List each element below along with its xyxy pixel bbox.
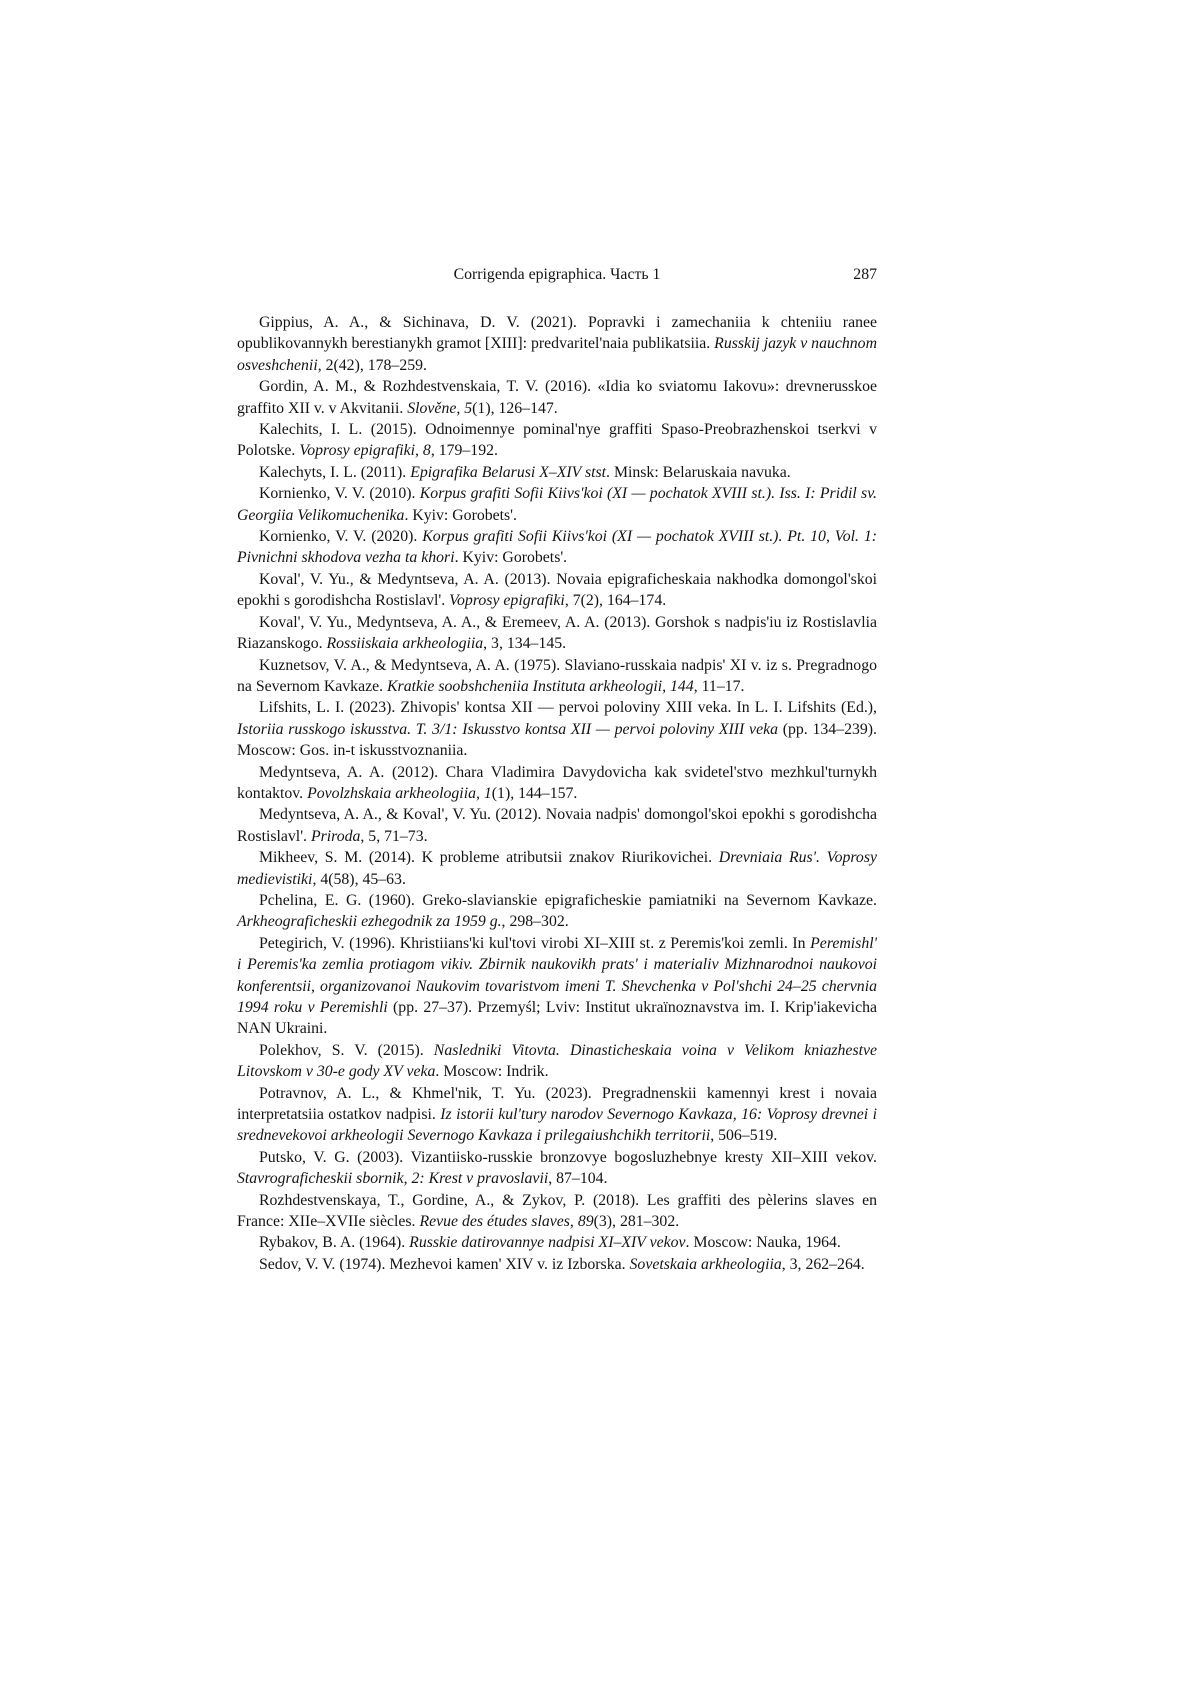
reference-text: Kuznetsov, V. A., & Medyntseva, A. A. (1975). Slaviano-russkaia nadpis' XI v. iz s. Pregradnogo na Severnom Kavkaze. [237, 656, 877, 695]
reference-item [237, 1254, 877, 1275]
reference-title-italic: Povolzhskaia arkheologiia, 1 [307, 784, 492, 802]
reference-text: , 4(58), 45–63. [312, 870, 406, 888]
reference-text: , 506–519. [710, 1127, 778, 1145]
reference-item [237, 1147, 877, 1190]
reference-text: , 5, 71–73. [360, 827, 428, 845]
reference-title-italic: Slověne, 5 [407, 399, 473, 417]
reference-text: Gippius, A. A., & Sichinava, D. V. (2021). Popravki i zamechaniia k chteniiu ranee opublikovannykh berestianykh gramot [XIII]: predvaritel'naia publikatsiia. [237, 314, 877, 353]
reference-item [237, 419, 877, 462]
reference-text: Potravnov, A. L., & Khmel'nik, T. Yu. (2023). Pregradnenskii kamennyi krest i novaia interpretatsiia ostatkov nadpisi. [237, 1084, 877, 1124]
reference-item [237, 376, 877, 419]
reference-text: , 298–302. [501, 913, 569, 931]
reference-title-italic: Iz istorii kul'tury narodov Severnogo Kavkaza, 16: Voprosy drevnei i srednevekovoi arkheologii Severnogo Kavkaza i prilegaiushchikh territorii [237, 1106, 877, 1145]
reference-text: . Moscow: Indrik. [435, 1063, 549, 1081]
reference-item [237, 569, 877, 612]
page-header [237, 264, 877, 285]
reference-item [237, 655, 877, 698]
reference-text: Koval', V. Yu., & Medyntseva, A. A. (2013). Novaia epigraficheskaia nakhodka domongol'skoi epokhi s gorodishcha Rostislavl'. [237, 570, 877, 610]
reference-item [237, 890, 877, 933]
reference-text: Polekhov, S. V. (2015). [259, 1041, 434, 1059]
text-column [237, 264, 877, 1275]
reference-text: , 3, 134–145. [483, 635, 567, 653]
reference-text: Mikheev, S. M. (2014). K probleme atributsii znakov Riurikovichei. [259, 849, 719, 867]
reference-item [237, 312, 877, 376]
reference-text: , 179–192. [430, 442, 498, 460]
reference-title-italic: Russkie datirovannye nadpisi XI–XIV vekov [409, 1234, 686, 1252]
reference-text: Medyntseva, A. A., & Koval', V. Yu. (2012). Novaia nadpis' domongol'skoi epokhi s gorodishcha Rostislavl'. [237, 806, 877, 845]
running-head: Corrigenda epigraphica. Часть 1 [453, 266, 661, 283]
reference-item [237, 1083, 877, 1147]
reference-text: Lifshits, L. I. (2023). Zhivopis' kontsa XII — pervoi poloviny XIII veka. In L. I. Lifshits (Ed.), [259, 699, 877, 717]
reference-text: Rybakov, B. A. (1964). [259, 1234, 410, 1252]
reference-text: , 7(2), 164–174. [564, 592, 667, 610]
reference-title-italic: Korpus grafiti Sofii Kiivs'koi (XI — pochatok XVIII st.). Iss. I: Pridil sv. Georgiia Velikomuchenika [237, 485, 877, 524]
reference-title-italic: Drevniaia Rus'. Voprosy medievistiki [237, 849, 877, 888]
reference-item [237, 526, 877, 569]
reference-item [237, 933, 877, 1040]
reference-text: . Kyiv: Gorobets'. [454, 549, 568, 567]
reference-title-italic: Russkij jazyk v nauchnom osveshchenii [237, 335, 877, 374]
reference-list [237, 312, 877, 1275]
reference-item [237, 483, 877, 526]
reference-item [237, 1190, 877, 1233]
reference-title-italic: Kratkie soobshcheniia Instituta arkheologii, 144 [387, 677, 694, 695]
reference-text: Koval', V. Yu., Medyntseva, A. A., & Eremeev, A. A. (2013). Gorshok s nadpis'iu iz Rostislavlia Riazanskogo. [237, 613, 877, 653]
reference-item [237, 1040, 877, 1083]
reference-title-italic: Stavrograficheskii sbornik, 2: Krest v pravoslavii [237, 1170, 549, 1188]
reference-text: , 87–104. [548, 1170, 608, 1188]
reference-title-italic: Korpus grafiti Sofii Kiivs'koi (XI — pochatok XVIII st.). Pt. 10, Vol. 1: Pivnichni skhodova vezha ta khori [237, 528, 877, 567]
reference-text: Putsko, V. G. (2003). Vizantiisko-russkie bronzovye bogosluzhebnye kresty XII–XIII vekov. [259, 1148, 877, 1166]
reference-text: Medyntseva, A. A. (2012). Chara Vladimira Davydovicha kak svidetel'stvo mezhkul'turnykh kontaktov. [237, 763, 877, 802]
reference-text: Petegirich, V. (1996). Khristiians'ki kul'tovi virobi XI–XIII st. z Peremis'koi zemli. In [259, 934, 811, 952]
reference-text: . Moscow: Nauka, 1964. [685, 1234, 841, 1252]
reference-title-italic: Revue des études slaves, 89 [419, 1213, 594, 1231]
reference-text: Kalechyts, I. L. (2011). [259, 463, 411, 481]
reference-text: , 2(42), 178–259. [317, 356, 427, 374]
reference-title-italic: Voprosy epigrafiki, 8 [299, 442, 431, 460]
reference-text: . Minsk: Belaruskaia navuka. [606, 463, 791, 481]
reference-item [237, 1232, 877, 1253]
reference-item [237, 462, 877, 483]
reference-item [237, 697, 877, 761]
reference-title-italic: Nasledniki Vitovta. Dinasticheskaia voina v Velikom kniazhestve Litovskom v 30-e gody XV veka [237, 1041, 877, 1081]
page-number: 287 [853, 266, 877, 283]
reference-text: , 11–17. [693, 677, 745, 695]
reference-item [237, 612, 877, 655]
reference-item [237, 762, 877, 805]
reference-title-italic: Rossiiskaia arkheologiia [326, 635, 484, 653]
reference-title-italic: Istoriia russkogo iskusstva. T. 3/1: Iskusstvo kontsa XII — pervoi poloviny XIII veka [237, 720, 778, 738]
reference-text: Gordin, A. M., & Rozhdestvenskaia, T. V. (2016). «Idia ko sviatomu Iakovu»: drevnerusskoe graffito XII v. v Akvitanii. [237, 378, 877, 417]
reference-text: (1), 144–157. [491, 784, 578, 802]
reference-item [237, 847, 877, 890]
reference-text: Rozhdestvenskaya, T., Gordine, A., & Zykov, P. (2018). Les graffiti des pèlerins slaves en France: XIIe–XVIIe siècles. [237, 1191, 877, 1231]
reference-text: Kalechits, I. L. (2015). Odnoimennye pominal'nye graffiti Spaso-Preobrazhenskoi tserkvi v Polotske. [237, 421, 877, 460]
reference-text: , 3, 262–264. [781, 1255, 865, 1273]
reference-text: (pp. 134–239). Moscow: Gos. in-t iskusstvoznaniia. [237, 720, 877, 760]
reference-title-italic: Epigrafika Belarusi X–XIV stst [410, 463, 607, 481]
reference-title-italic: Peremishl' i Peremis'ka zemlia protiagom vikiv. Zbirnik naukovikh prats' i materialiv Mizhnarodnoi naukovoi konferentsii, organizovanoi Naukovim tovaristvom imeni T. Shevchenka v Pol'shchi 24–25 chervnia 1994 roku v Peremishli [237, 934, 877, 1016]
reference-text: (3), 281–302. [593, 1213, 680, 1231]
reference-text: Sedov, V. V. (1974). Mezhevoi kamen' XIV v. iz Izborska. [259, 1255, 630, 1273]
reference-text: Kornienko, V. V. (2010). [259, 485, 420, 503]
reference-text: (1), 126–147. [472, 399, 558, 417]
reference-text: (pp. 27–37). Przemyśl; Lviv: Institut ukraïnoznavstva im. I. Krip'iakevicha NAN Ukraini. [237, 999, 877, 1038]
reference-text: Kornienko, V. V. (2020). [259, 528, 423, 546]
reference-text: Pchelina, E. G. (1960). Greko-slavianskie epigraficheskie pamiatniki na Severnom Kavkaze. [259, 891, 877, 909]
reference-text: . Kyiv: Gorobets'. [404, 506, 517, 524]
reference-title-italic: Voprosy epigrafiki [449, 592, 565, 610]
reference-item [237, 804, 877, 847]
reference-title-italic: Priroda [310, 827, 361, 845]
reference-title-italic: Sovetskaia arkheologiia [629, 1255, 782, 1273]
reference-title-italic: Arkheograficheskii ezhegodnik za 1959 g. [237, 913, 502, 931]
